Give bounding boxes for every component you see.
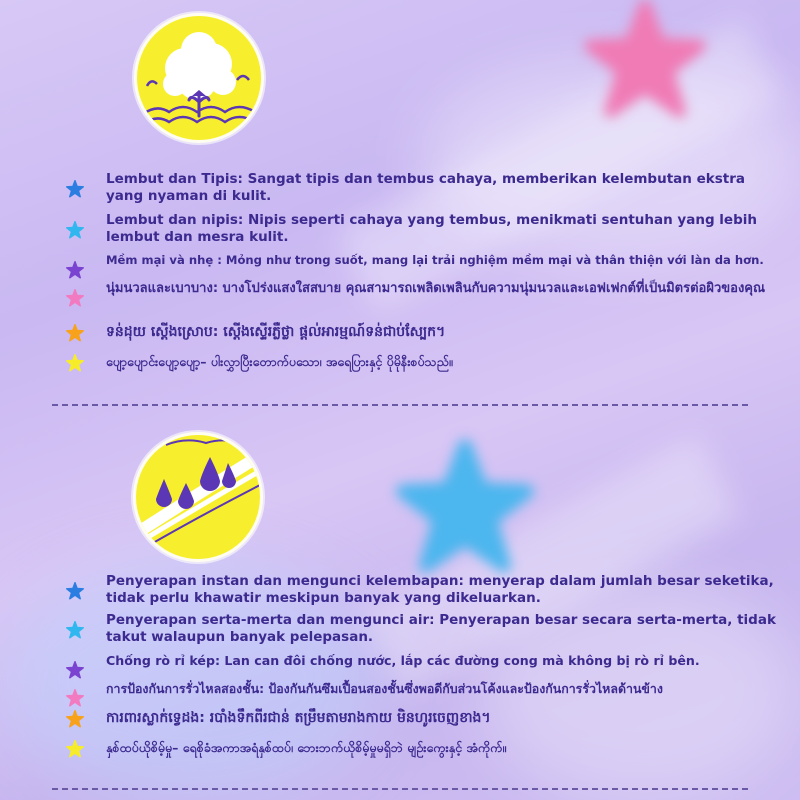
feature-item xyxy=(60,680,780,700)
purple-star-icon xyxy=(66,661,84,679)
feature-text: ការពារស្លាក់ទ្វេដង: របាំងទឹកពីរជាន់ តម្រឹមតាមរាងកាយ មិនហូរចេញខាង។ xyxy=(106,710,491,726)
softness-feature-list xyxy=(60,171,780,374)
feature-text: Penyerapan instan dan mengunci kelembapan: menyerap dalam jumlah besar seketika, tidak perlu khawatir meskipun banyak yang dikeluarkan. xyxy=(106,573,774,606)
feature-item xyxy=(60,171,780,205)
cyan-star-icon xyxy=(66,621,84,639)
feature-text: Lembut dan Tipis: Sangat tipis dan tembus cahaya, memberikan kelembutan ekstra yang nyaman di kulit. xyxy=(106,171,745,204)
feature-item xyxy=(60,612,780,646)
feature-text: Chống rò rỉ kép: Lan can đôi chống nước, lắp các đường cong mà không bị rò rỉ bên. xyxy=(106,653,700,668)
feature-text: การป้องกันการรั่วไหลสองชั้น: ป้องกันกันซึมเปื้อนสองชั้นซึ่งพอดีกับส่วนโค้งและป้องกันการรั่วไหลด้านข้าง xyxy=(106,681,663,696)
pink-star-icon xyxy=(66,689,84,707)
absorption-feature-list xyxy=(60,573,780,760)
feature-text: နှစ်ထပ်ယိုစိမ့်မှု– ရေစိုခံအကာအရံနှစ်ထပ်၊ ဘေးဘက်ယိုစိမ့်မှုမရှိဘဲ မျဉ်းကွေးနှင့် အံကိုက်။ xyxy=(106,740,507,755)
blue-star-icon xyxy=(66,582,84,600)
feature-item xyxy=(60,708,780,730)
cyan-star-icon xyxy=(66,221,84,239)
feature-text: Mềm mại và nhẹ : Mỏng như trong suốt, mang lại trải nghiệm mềm mại và thân thiện với làn da hơn. xyxy=(106,253,764,267)
feature-text: ပျော့ပျောင်းပျော့ပျော့– ပါးလွှာပြီးတောက်ပသော၊ အရေပြားနှင့် ပိုမိုနီးစပ်သည်။ xyxy=(106,354,453,369)
feature-text: Lembut dan nipis: Nipis seperti cahaya yang tembus, menikmati sentuhan yang lebih lembut dan mesra kulit. xyxy=(106,212,757,245)
feature-item xyxy=(60,738,780,760)
dashed-divider xyxy=(52,788,748,790)
feature-item xyxy=(60,212,780,246)
feature-text: นุ่มนวลและเบาบาง: บางโปร่งแสงใสสบาย คุณสามารถเพลิดเพลินกับความนุ่มนวลและเอฟเฟกต์ที่เป็นมิตรต่อผิวของคุณ xyxy=(106,281,766,296)
orange-star-icon xyxy=(66,710,84,728)
cotton-flower-icon xyxy=(137,16,261,140)
absorption-badge xyxy=(133,432,263,562)
feature-text: Penyerapan serta-merta dan mengunci air: Penyerapan besar secara serta-merta, tidak takut walaupun banyak pelepasan. xyxy=(106,612,776,645)
feature-item xyxy=(60,322,780,344)
feature-item xyxy=(60,652,780,672)
blue-star-icon xyxy=(66,180,84,198)
blue-star-decoration-icon xyxy=(395,440,535,575)
feature-item xyxy=(60,280,780,314)
yellow-star-icon xyxy=(66,740,84,758)
cotton-flower-badge xyxy=(134,13,264,143)
orange-star-icon xyxy=(66,324,84,342)
feature-text: ទន់ដុយ ស្តើងស្រោប: ស្តើងស្ទើរភ្លឺថ្លា ផ្តល់អារម្មណ៍ទន់ជាប់ស្បែក។ xyxy=(106,324,446,340)
yellow-star-icon xyxy=(66,354,84,372)
pink-star-decoration-icon xyxy=(585,0,705,120)
dashed-divider xyxy=(52,404,748,406)
feature-item xyxy=(60,352,780,374)
pink-star-icon xyxy=(66,289,84,307)
feature-item xyxy=(60,252,780,272)
feature-item xyxy=(60,573,780,607)
purple-star-icon xyxy=(66,261,84,279)
water-drops-pad-icon xyxy=(136,435,260,559)
